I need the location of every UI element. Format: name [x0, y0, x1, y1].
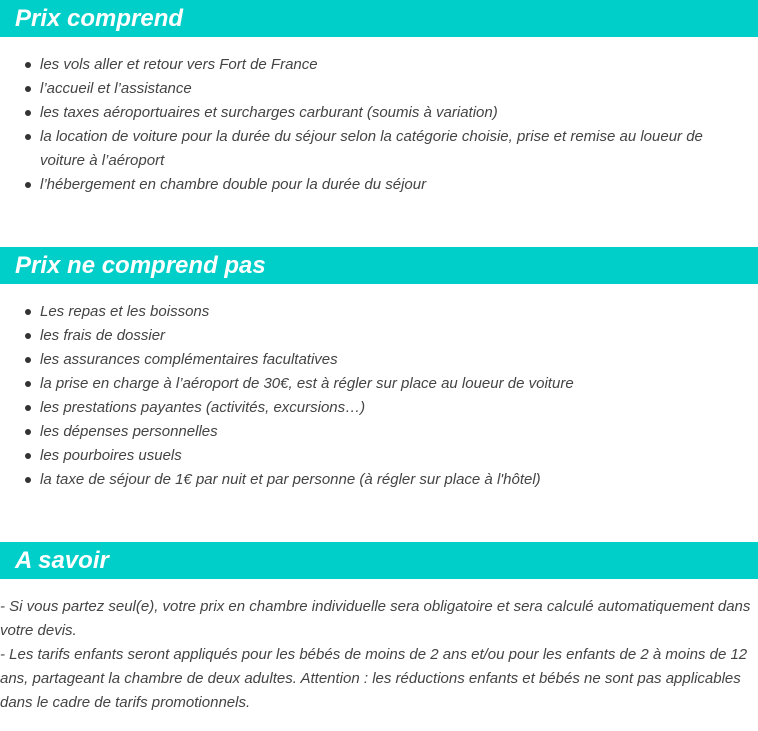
- list-item: les frais de dossier: [0, 324, 740, 348]
- bullet-icon: [25, 477, 31, 483]
- bullet-icon: [25, 357, 31, 363]
- bullet-icon: [25, 110, 31, 116]
- bullet-icon: [25, 182, 31, 188]
- list-item: les assurances complémentaires facultatives: [0, 348, 740, 372]
- list-item: Les repas et les boissons: [0, 300, 740, 324]
- info-text: [0, 595, 752, 715]
- section-header-prix-ne-comprend-pas: [0, 247, 758, 284]
- bullet-icon: [25, 405, 31, 411]
- list-item: la prise en charge à l’aéroport de 30€, est à régler sur place au loueur de voiture: [0, 372, 740, 396]
- list-item: l’accueil et l’assistance: [0, 77, 740, 101]
- list-item: les taxes aéroportuaires et surcharges carburant (soumis à variation): [0, 101, 740, 125]
- info-paragraph: - Les tarifs enfants seront appliqués pour les bébés de moins de 2 ans et/ou pour les enfants de 2 à moins de 12 ans, partageant la chambre de deux adultes. Attention : les réductions enfants et bébés ne sont pas applicables dans le cadre de tarifs promotionnels.: [0, 646, 748, 711]
- section-title: Prix ne comprend pas: [15, 252, 266, 279]
- list-item: la location de voiture pour la durée du séjour selon la catégorie choisie, prise et remise au loueur de voiture à l’aéroport: [0, 125, 740, 173]
- list-item: les pourboires usuels: [0, 444, 740, 468]
- excluded-list: [0, 300, 740, 492]
- section-title: A savoir: [15, 547, 109, 574]
- list-item: l’hébergement en chambre double pour la durée du séjour: [0, 173, 740, 197]
- info-paragraph: - Si vous partez seul(e), votre prix en chambre individuelle sera obligatoire et sera calculé automatiquement dans votre devis.: [0, 598, 751, 639]
- bullet-icon: [25, 333, 31, 339]
- list-item: la taxe de séjour de 1€ par nuit et par personne (à régler sur place à l'hôtel): [0, 468, 740, 492]
- bullet-icon: [25, 86, 31, 92]
- section-title: Prix comprend: [15, 5, 184, 32]
- bullet-icon: [25, 453, 31, 459]
- included-list: [0, 53, 740, 197]
- list-item: les dépenses personnelles: [0, 420, 740, 444]
- bullet-icon: [25, 62, 31, 68]
- bullet-icon: [25, 309, 31, 315]
- section-header-a-savoir: [0, 542, 758, 579]
- list-item: les vols aller et retour vers Fort de France: [0, 53, 740, 77]
- bullet-icon: [25, 429, 31, 435]
- bullet-icon: [25, 381, 31, 387]
- section-header-prix-comprend: [0, 0, 758, 37]
- bullet-icon: [25, 134, 31, 140]
- list-item: les prestations payantes (activités, excursions…): [0, 396, 740, 420]
